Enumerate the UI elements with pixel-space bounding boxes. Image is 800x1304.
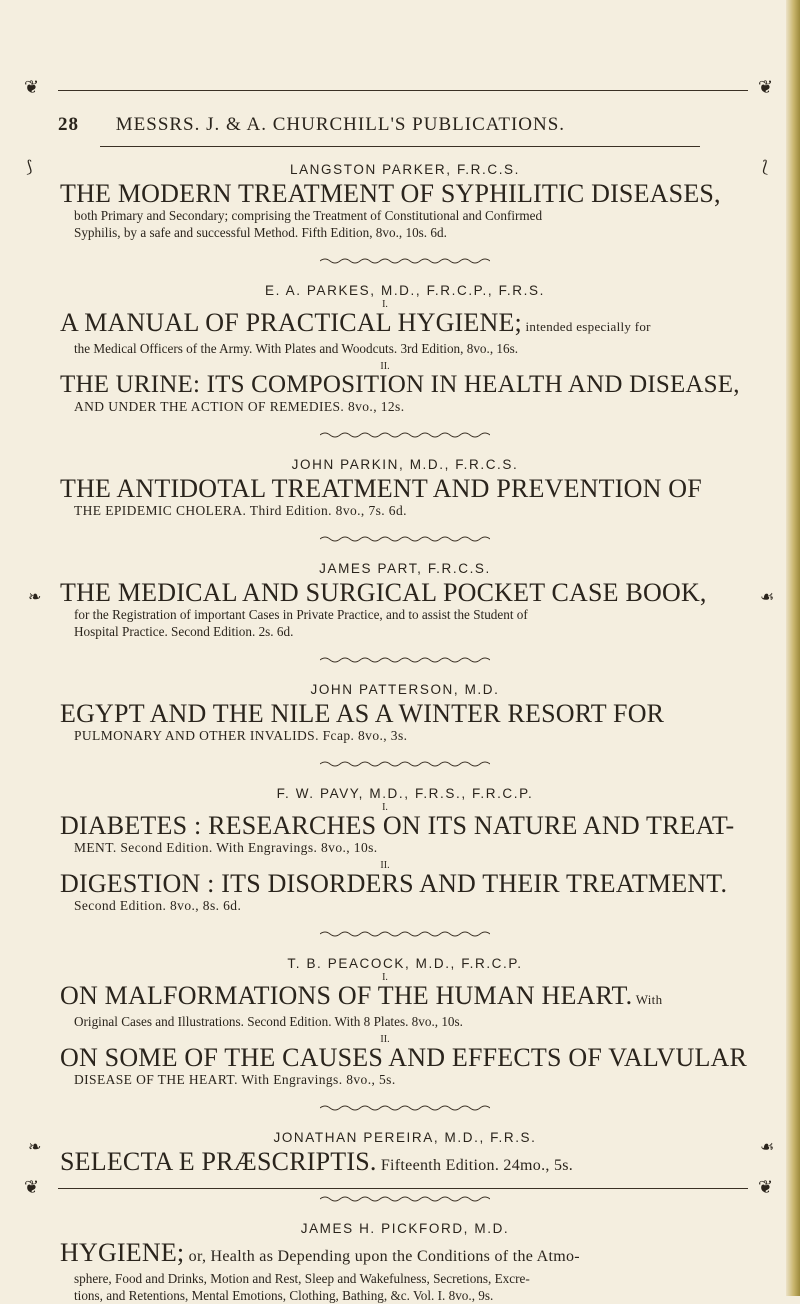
- book-title-main: THE MEDICAL AND SURGICAL POCKET CASE BOOK,: [60, 578, 707, 607]
- wavy-divider: [320, 760, 490, 768]
- book-title-main: SELECTA E PRÆSCRIPTIS.: [60, 1147, 377, 1176]
- volume-numeral: I.: [382, 972, 388, 983]
- wavy-divider: [320, 1104, 490, 1112]
- author-name: E. A. PARKES, M.D., F.R.C.P., F.R.S.: [265, 283, 545, 298]
- corner-ornament-bottom-left: ❦: [24, 1177, 40, 1197]
- side-ornament-left-1: ⟆: [26, 159, 33, 176]
- book-description-line: for the Registration of important Cases in Private Practice, and to assist the Student of: [74, 607, 528, 622]
- book-description-line: sphere, Food and Drinks, Motion and Rest, Sleep and Wakefulness, Secretions, Excre-: [74, 1271, 530, 1286]
- side-ornament-right-1: ⟅: [762, 159, 769, 176]
- book-title: [60, 1239, 750, 1270]
- entry-part: [60, 561, 750, 664]
- volume-numeral: I.: [382, 299, 388, 310]
- book-title-main: A MANUAL OF PRACTICAL HYGIENE;: [60, 308, 522, 337]
- author-name: LANGSTON PARKER, F.R.C.S.: [289, 162, 521, 177]
- book-title-main: ON SOME OF THE CAUSES AND EFFECTS OF VALVULAR: [60, 1043, 748, 1072]
- book-title-main: DIABETES : RESEARCHES ON ITS NATURE AND TREAT-: [60, 811, 735, 840]
- book-title: [60, 1148, 750, 1179]
- book-title-continuation: intended especially for: [521, 319, 651, 334]
- book-title-main: ON MALFORMATIONS OF THE HUMAN HEART.: [60, 981, 633, 1010]
- book-title: [60, 579, 750, 606]
- book-title: [60, 371, 750, 398]
- volume-numeral: I.: [382, 802, 388, 813]
- book-description-line: Original Cases and Illustrations. Second Edition. With 8 Plates. 8vo., 10s.: [74, 1014, 463, 1029]
- book-description-line: Second Edition. 8vo., 8s. 6d.: [74, 898, 242, 913]
- author-name: JOHN PATTERSON, M.D.: [310, 682, 500, 697]
- book-title: [60, 870, 750, 897]
- book-title-main: THE ANTIDOTAL TREATMENT AND PREVENTION OF: [60, 474, 702, 503]
- book-description-line: AND UNDER THE ACTION OF REMEDIES. 8vo., 12s.: [74, 399, 405, 414]
- author-name: F. W. PAVY, M.D., F.R.S., F.R.C.P.: [276, 786, 534, 801]
- book-description-line: tions, and Retentions, Mental Emotions, Clothing, Bathing, &c. Vol. I. 8vo., 9s.: [74, 1288, 494, 1303]
- book-title-main: DIGESTION : ITS DISORDERS AND THEIR TREATMENT.: [60, 869, 728, 898]
- side-ornament-right-2: ☙: [760, 589, 775, 606]
- book-title: [60, 180, 750, 207]
- entry-patterson: [60, 682, 750, 768]
- top-border-rule: [58, 90, 748, 91]
- volume-numeral: II.: [380, 860, 390, 871]
- side-ornament-left-3: ❧: [28, 1139, 42, 1156]
- book-title: [60, 309, 750, 340]
- side-ornament-left-2: ❧: [28, 589, 42, 606]
- catalogue-content: [60, 152, 750, 1304]
- entry-pickford: [60, 1221, 750, 1304]
- wavy-divider: [320, 257, 490, 265]
- corner-ornament-top-left: ❦: [24, 77, 40, 97]
- book-title-main: HYGIENE;: [60, 1238, 185, 1267]
- wavy-divider: [320, 1195, 490, 1203]
- page-edge: [786, 0, 800, 1296]
- author-name: JONATHAN PEREIRA, M.D., F.R.S.: [273, 1130, 537, 1145]
- author-name: JAMES H. PICKFORD, M.D.: [300, 1221, 510, 1236]
- book-description-line: DISEASE OF THE HEART. With Engravings. 8vo., 5s.: [74, 1072, 396, 1087]
- book-title: [60, 475, 750, 502]
- entry-parker-langston: [60, 162, 750, 265]
- book-description-line: both Primary and Secondary; comprising the Treatment of Constitutional and Confirmed: [74, 208, 543, 223]
- book-title-main: EGYPT AND THE NILE AS A WINTER RESORT FOR: [60, 699, 665, 728]
- book-description-line: MENT. Second Edition. With Engravings. 8vo., 10s.: [74, 840, 378, 855]
- author-name: JAMES PART, F.R.C.S.: [319, 561, 491, 576]
- book-title-continuation: With: [632, 992, 663, 1007]
- corner-ornament-bottom-right: ❦: [758, 1177, 774, 1197]
- side-ornament-right-3: ☙: [760, 1139, 775, 1156]
- book-title: [60, 982, 750, 1013]
- book-description-line: the Medical Officers of the Army. With Plates and Woodcuts. 3rd Edition, 8vo., 16s.: [74, 341, 519, 356]
- book-title: [60, 700, 750, 727]
- bottom-border-rule: [58, 1188, 748, 1189]
- volume-numeral: II.: [380, 361, 390, 372]
- running-head-title: MESSRS. J. & A. CHURCHILL'S PUBLICATIONS.: [115, 114, 566, 135]
- running-head: [58, 114, 748, 136]
- book-title-main: THE MODERN TREATMENT OF SYPHILITIC DISEASES,: [60, 179, 721, 208]
- wavy-divider: [320, 431, 490, 439]
- author-name: T. B. PEACOCK, M.D., F.R.C.P.: [287, 956, 523, 971]
- book-description-line: PULMONARY AND OTHER INVALIDS. Fcap. 8vo., 3s.: [74, 728, 408, 743]
- book-title-main: THE URINE: ITS COMPOSITION IN HEALTH AND DISEASE,: [60, 371, 740, 398]
- wavy-divider: [320, 535, 490, 543]
- volume-numeral: II.: [380, 1034, 390, 1045]
- corner-ornament-top-right: ❦: [758, 77, 774, 97]
- book-description-line: THE EPIDEMIC CHOLERA. Third Edition. 8vo., 7s. 6d.: [74, 503, 407, 518]
- head-rule: [100, 146, 700, 147]
- entry-parkin: [60, 457, 750, 543]
- book-title-continuation: or, Health as Depending upon the Conditions of the Atmo-: [184, 1248, 580, 1265]
- entry-peacock: [60, 956, 750, 1112]
- page-number: 28: [58, 114, 79, 135]
- entry-pereira: [60, 1130, 750, 1203]
- entry-parkes: [60, 283, 750, 439]
- book-title: [60, 812, 750, 839]
- book-title-continuation: Fifteenth Edition. 24mo., 5s.: [376, 1157, 574, 1174]
- wavy-divider: [320, 930, 490, 938]
- book-description-line: Hospital Practice. Second Edition. 2s. 6d.: [74, 624, 294, 639]
- book-description-line: Syphilis, by a safe and successful Method. Fifth Edition, 8vo., 10s. 6d.: [74, 225, 447, 240]
- book-title: [60, 1044, 750, 1071]
- entry-pavy: [60, 786, 750, 938]
- wavy-divider: [320, 656, 490, 664]
- author-name: JOHN PARKIN, M.D., F.R.C.S.: [291, 457, 519, 472]
